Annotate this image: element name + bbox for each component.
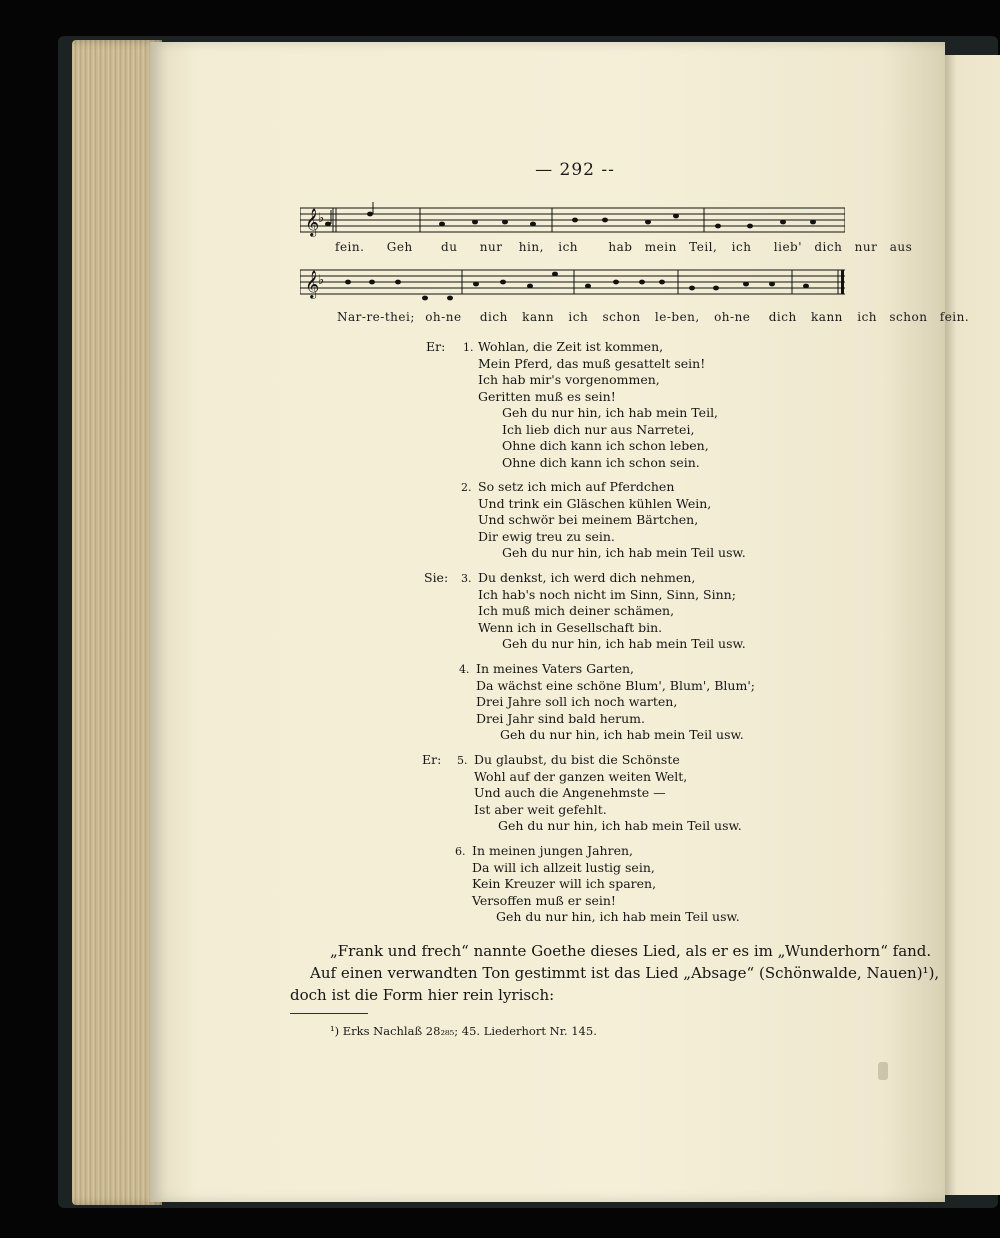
stanza-number: 1. xyxy=(463,341,474,354)
verse-line: Du glaubst, du bist die Schönste xyxy=(474,752,680,767)
verse-line: Und schwör bei meinem Bärtchen, xyxy=(478,512,699,527)
verse-line: Kein Kreuzer will ich sparen, xyxy=(472,876,657,891)
page-number: — 292 -- xyxy=(535,160,615,180)
verse-line: Du denkst, ich werd dich nehmen, xyxy=(478,570,696,585)
page-edges xyxy=(72,40,162,1205)
stanza-number: 2. xyxy=(461,481,472,494)
verse-line: Ich muß mich deiner schämen, xyxy=(478,603,675,618)
verse-line: In meinen jungen Jahren, xyxy=(472,843,633,858)
page-smudge xyxy=(878,1062,888,1080)
stanza-number: 3. xyxy=(461,572,472,585)
verse-line: Drei Jahre soll ich noch warten, xyxy=(476,694,678,709)
verse-line: Ich hab's noch nicht im Sinn, Sinn, Sinn; xyxy=(478,586,736,602)
verse-line: Mein Pferd, das muß gesattelt sein! xyxy=(478,355,706,371)
verse-line: Wohlan, die Zeit ist kommen, xyxy=(478,339,664,354)
refrain-line: Geh du nur hin, ich hab mein Teil usw. xyxy=(496,909,740,924)
stanza-number: 5. xyxy=(457,754,468,767)
stanza-6 xyxy=(472,843,740,926)
speaker-label: Er: xyxy=(426,339,446,354)
verse-line: So setz ich mich auf Pferdchen xyxy=(478,479,675,494)
svg-text:♭: ♭ xyxy=(318,211,325,226)
refrain-line: Geh du nur hin, ich hab mein Teil, xyxy=(502,405,719,420)
refrain-line: Ohne dich kann ich schon leben, xyxy=(502,438,709,453)
music-staff-2 xyxy=(300,262,845,298)
verse-line: Ist aber weit gefehlt. xyxy=(474,801,607,817)
prose-paragraph xyxy=(290,940,940,1006)
stanza-number: 6. xyxy=(455,845,466,858)
prose-line: doch ist die Form hier rein lyrisch: xyxy=(290,986,555,1004)
verse-line: Da will ich allzeit lustig sein, xyxy=(472,859,655,875)
verse-line: Und auch die Angenehmste — xyxy=(474,785,666,800)
stanza-number: 4. xyxy=(459,663,470,676)
footnote-rule xyxy=(290,1013,368,1014)
footnote: ¹) Erks Nachlaß 28₂₈₅; 45. Liederhort Nr. 145. xyxy=(330,1024,597,1038)
stanza-4 xyxy=(476,661,755,744)
refrain-line: Ohne dich kann ich schon sein. xyxy=(502,454,700,470)
verse-line: Wenn ich in Gesellschaft bin. xyxy=(478,619,663,635)
verse-line: Da wächst eine schöne Blum', Blum', Blum'; xyxy=(476,677,755,693)
speaker-label: Sie: xyxy=(424,570,449,585)
verse-line: Und trink ein Gläschen kühlen Wein, xyxy=(478,495,712,511)
prose-line: „Frank und frech“ nannte Goethe dieses Lied, als er es im „Wunderhorn“ fand. xyxy=(330,942,932,960)
facing-page-edge xyxy=(942,55,1000,1195)
verse-line: In meines Vaters Garten, xyxy=(476,661,635,676)
verse-line: Dir ewig treu zu sein. xyxy=(478,528,615,544)
verse-line: Drei Jahr sind bald herum. xyxy=(476,710,645,726)
refrain-line: Geh du nur hin, ich hab mein Teil usw. xyxy=(502,636,746,651)
svg-text:𝄞: 𝄞 xyxy=(305,208,320,236)
refrain-line: Geh du nur hin, ich hab mein Teil usw. xyxy=(498,818,742,833)
refrain-line: Geh du nur hin, ich hab mein Teil usw. xyxy=(500,727,744,742)
verse-line: Wohl auf der ganzen weiten Welt, xyxy=(474,768,688,784)
svg-text:𝄞: 𝄞 xyxy=(305,270,320,298)
verse-line: Versoffen muß er sein! xyxy=(472,892,616,908)
staff-1-lyrics: fein. Geh du nur hin, ich hab mein Teil, ich lieb' dich nur aus xyxy=(335,240,913,254)
refrain-line: Geh du nur hin, ich hab mein Teil usw. xyxy=(502,545,746,560)
stanza-5 xyxy=(474,752,742,835)
stanza-2 xyxy=(478,479,746,562)
prose-line: Auf einen verwandten Ton gestimmt ist das Lied „Absage“ (Schönwalde, Nauen)¹), xyxy=(310,964,940,982)
verse-line: Ich hab mir's vorgenommen, xyxy=(478,372,660,387)
staff-2-lyrics: Nar-re-thei; oh-ne dich kann ich schon le-ben, oh-ne dich kann ich schon fein. xyxy=(337,310,970,324)
speaker-label: Er: xyxy=(422,752,442,767)
stanza-3 xyxy=(478,570,746,653)
stanza-1 xyxy=(478,339,718,471)
music-staff-1 xyxy=(300,200,845,236)
refrain-line: Ich lieb dich nur aus Narretei, xyxy=(502,421,695,437)
svg-text:♭: ♭ xyxy=(318,273,325,288)
verse-line: Geritten muß es sein! xyxy=(478,388,616,404)
